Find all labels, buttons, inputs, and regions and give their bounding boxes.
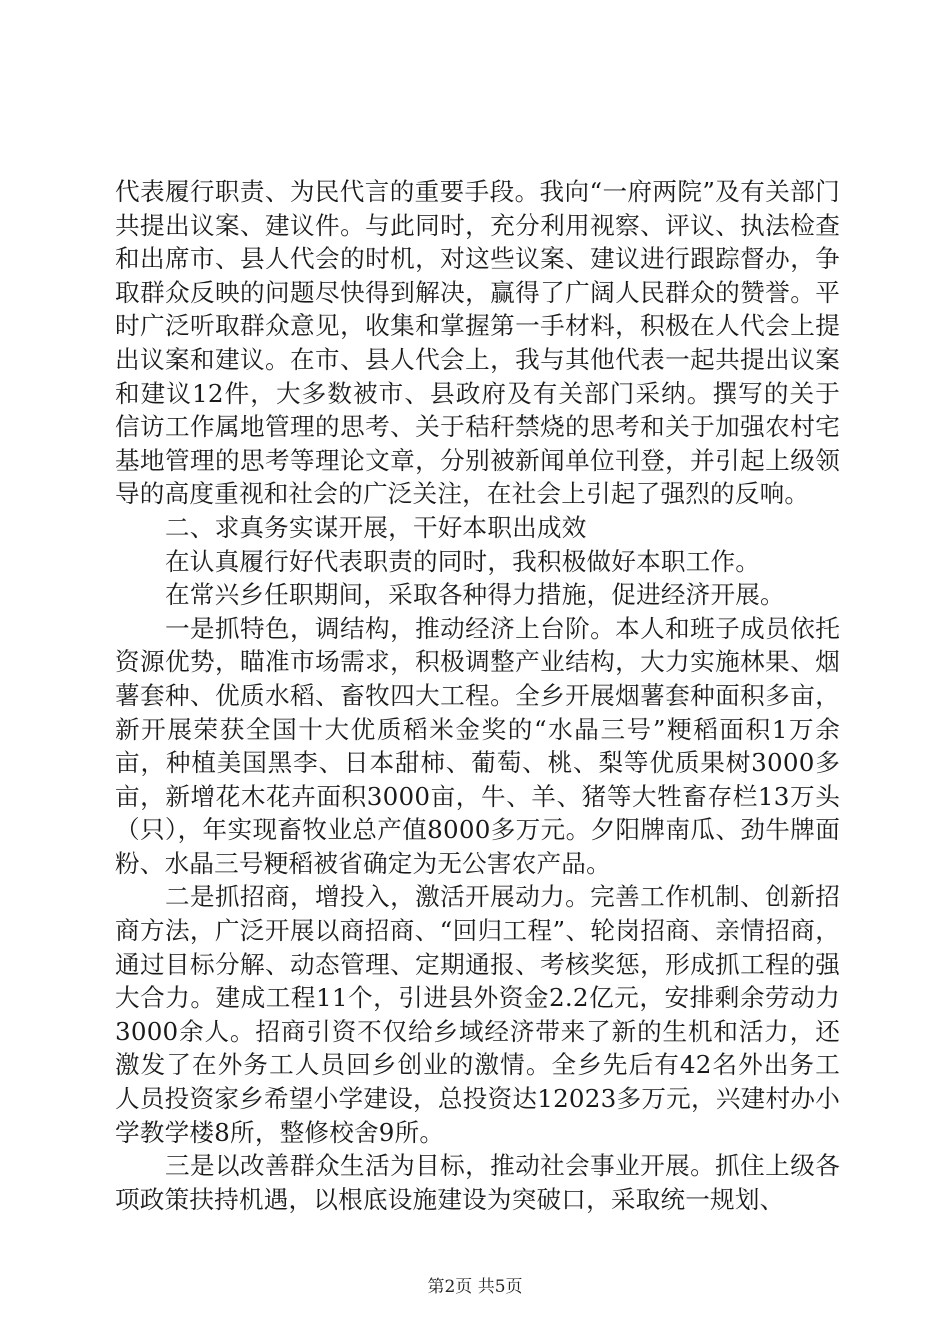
paragraph: 在认真履行好代表职责的同时，我积极做好本职工作。 <box>165 546 761 576</box>
paragraph: 在常兴乡任职期间，采取各种得力措施，促进经济开展。 <box>165 580 785 610</box>
paragraph: 二是抓招商，增投入，激活开展动力。完善工作机制、创新招商方法，广泛开展以商招商、“回归工程”、轮岗招商、亲情招商，通过目标分解、动态管理、定期通报、考核奖惩，形成抓工程的强大合力。建成工程11个，引进县外资金2.2亿元，安排剩余劳动力3000余人。招商引资不仅给乡域经济带来了新的生机和活力，还激发了在外务工人员回乡创业的激情。全乡先后有42名外出务工人员投资家乡希望小学建设，总投资达12023多万元，兴建村办小学教学楼8所，整修校舍9所。 <box>115 882 840 1147</box>
document-body <box>115 175 840 1216</box>
paragraph-continuation: 代表履行职责、为民代言的重要手段。我向“一府两院”及有关部门共提出议案、建议件。与此同时，充分利用视察、评议、执法检查和出席市、县人代会的时机，对这些议案、建议进行跟踪督办，争取群众反映的问题尽快得到解决，赢得了广阔人民群众的赞誉。平时广泛听取群众意见，收集和掌握第一手材料，积极在人代会上提出议案和建议。在市、县人代会上，我与其他代表一起共提出议案和建议12件，大多数被市、县政府及有关部门采纳。撰写的关于信访工作属地管理的思考、关于秸秆禁烧的思考和关于加强农村宅基地管理的思考等理论文章，分别被新闻单位刊登，并引起上级领导的高度重视和社会的广泛关注，在社会上引起了强烈的反响。 <box>115 177 840 509</box>
section-heading: 二、求真务实谋开展，干好本职出成效 <box>165 512 587 542</box>
paragraph: 一是抓特色，调结构，推动经济上台阶。本人和班子成员依托资源优势，瞄准市场需求，积极调整产业结构，大力实施林果、烟薯套种、优质水稻、畜牧四大工程。全乡开展烟薯套种面积多亩，新开展荣获全国十大优质稻米金奖的“水晶三号”粳稻面积1万余亩，种植美国黑李、日本甜柿、葡萄、桃、梨等优质果树3000多亩，新增花木花卉面积3000亩，牛、羊、猪等大牲畜存栏13万头（只），年实现畜牧业总产值8000多万元。夕阳牌南瓜、劲牛牌面粉、水晶三号粳稻被省确定为无公害农产品。 <box>115 613 840 878</box>
paragraph: 三是以改善群众生活为目标，推动社会事业开展。抓住上级各项政策扶持机遇，以根底设施建设为突破口，采取统一规划、 <box>115 1151 840 1214</box>
page-number-footer: 第2页 共5页 <box>427 1277 523 1297</box>
